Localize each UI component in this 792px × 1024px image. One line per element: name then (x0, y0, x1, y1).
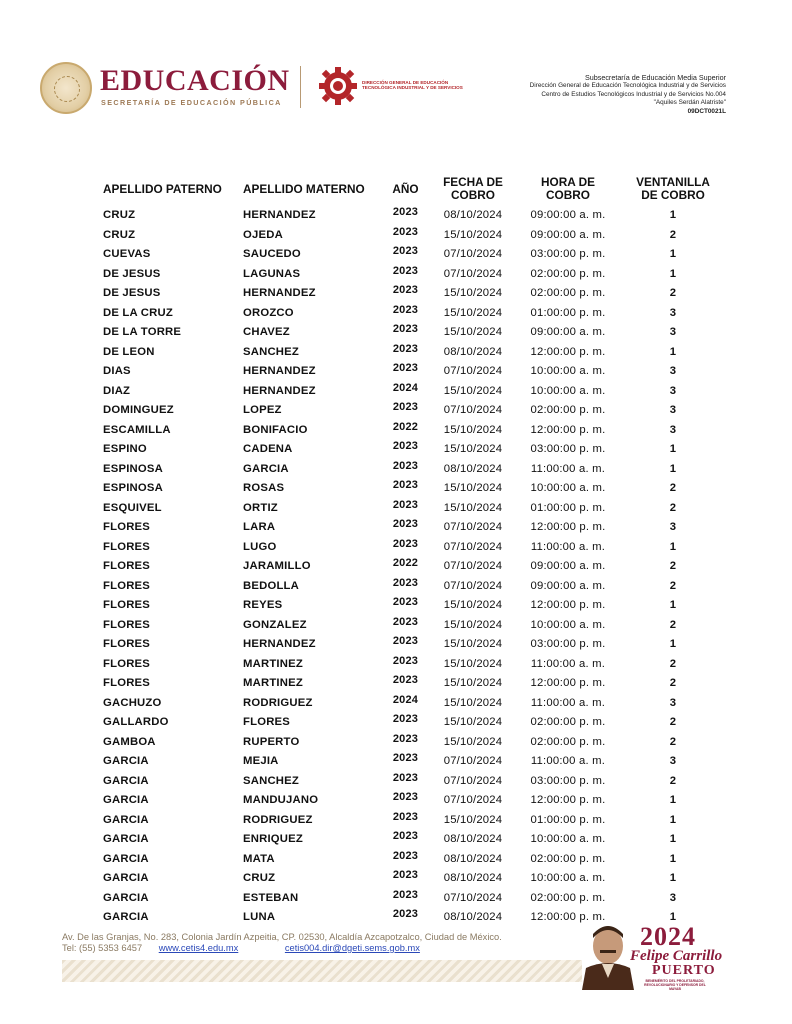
year-logo: 2024 (640, 922, 696, 951)
cell-ventanilla: 2 (669, 657, 677, 670)
institution-block (530, 74, 726, 116)
cell-apellido-materno: CHAVEZ (243, 326, 290, 338)
cell-fecha: 07/10/2024 (443, 267, 503, 280)
cell-anio: 2023 (392, 284, 419, 296)
cell-anio: 2023 (392, 401, 419, 413)
cell-apellido-materno: ROSAS (243, 482, 285, 494)
cell-hora: 02:00:00 p. m. (530, 891, 606, 904)
cell-anio: 2023 (392, 713, 419, 725)
cell-ventanilla: 2 (669, 716, 677, 728)
cell-fecha: 07/10/2024 (443, 794, 503, 806)
cell-hora: 09:00:00 a. m. (530, 209, 606, 221)
cell-ventanilla: 1 (669, 267, 677, 280)
cell-fecha: 15/10/2024 (443, 735, 503, 748)
cell-apellido-materno: GARCIA (243, 462, 289, 475)
cell-apellido-materno: CADENA (243, 443, 293, 455)
cell-apellido-paterno: GARCIA (103, 833, 149, 845)
cell-apellido-paterno: FLORES (103, 560, 151, 572)
cell-apellido-paterno: DE JESUS (103, 287, 161, 299)
cell-ventanilla: 2 (669, 579, 677, 592)
cell-anio: 2023 (392, 635, 419, 647)
cell-apellido-materno: ESTEBAN (243, 891, 299, 904)
cell-ventanilla: 1 (669, 872, 677, 884)
org-line: Subsecretaría de Educación Media Superior (584, 73, 726, 82)
cell-hora: 12:00:00 p. m. (530, 599, 606, 611)
header-line: FECHA DE (443, 175, 503, 189)
cell-hora: 09:00:00 a. m. (530, 560, 606, 572)
cell-fecha: 08/10/2024 (443, 852, 503, 865)
cell-fecha: 08/10/2024 (443, 911, 503, 923)
cell-fecha: 15/10/2024 (443, 228, 503, 241)
cell-apellido-paterno: GARCIA (103, 813, 149, 826)
logo-name: Felipe Carrillo (630, 948, 723, 964)
portrait-illustration-icon (578, 920, 636, 990)
cell-apellido-materno: LOPEZ (243, 404, 282, 416)
cell-fecha: 08/10/2024 (443, 872, 503, 884)
cell-apellido-materno: SANCHEZ (243, 345, 300, 358)
cell-anio: 2023 (392, 908, 419, 920)
cell-hora: 03:00:00 p. m. (530, 638, 606, 650)
cell-hora: 09:00:00 a. m. (530, 326, 606, 338)
cell-apellido-materno: LUNA (243, 911, 276, 923)
cell-apellido-materno: LUGO (243, 540, 277, 553)
cell-anio: 2023 (392, 596, 419, 608)
cell-anio: 2023 (392, 732, 419, 745)
cell-apellido-paterno: CUEVAS (103, 248, 151, 260)
cell-fecha: 07/10/2024 (443, 774, 503, 787)
cell-hora: 02:00:00 p. m. (530, 716, 606, 728)
cell-ventanilla: 2 (669, 677, 677, 689)
cell-fecha: 07/10/2024 (443, 404, 503, 416)
cell-fecha: 15/10/2024 (443, 384, 503, 397)
cell-anio: 2023 (392, 479, 419, 491)
cell-apellido-materno: OJEDA (243, 228, 283, 241)
cell-apellido-materno: RODRIGUEZ (243, 813, 313, 826)
header-apellido-materno: APELLIDO MATERNO (243, 181, 365, 196)
cell-hora: 11:00:00 a. m. (530, 462, 606, 475)
cell-anio: 2023 (392, 576, 419, 589)
cell-ventanilla: 2 (669, 560, 677, 572)
cell-anio: 2023 (392, 674, 419, 686)
cell-apellido-paterno: FLORES (103, 540, 151, 553)
cell-apellido-materno: HERNANDEZ (243, 209, 316, 221)
cell-ventanilla: 1 (669, 911, 677, 923)
cell-ventanilla: 3 (669, 755, 677, 767)
cell-hora: 03:00:00 p. m. (530, 774, 606, 787)
cell-apellido-paterno: FLORES (103, 579, 151, 592)
cell-fecha: 07/10/2024 (443, 755, 503, 767)
cell-fecha: 15/10/2024 (443, 716, 503, 728)
header-apellido-paterno: APELLIDO PATERNO (103, 181, 222, 196)
brand-title: EDUCACIÓN (100, 64, 290, 97)
cell-fecha: 07/10/2024 (443, 365, 503, 377)
cell-fecha: 15/10/2024 (443, 326, 503, 338)
cell-anio: 2023 (392, 245, 419, 257)
cell-apellido-paterno: ESPINOSA (103, 482, 163, 494)
cell-apellido-paterno: FLORES (103, 618, 151, 631)
cell-hora: 02:00:00 p. m. (530, 267, 606, 280)
cell-apellido-paterno: DOMINGUEZ (103, 404, 174, 416)
cell-apellido-materno: HERNANDEZ (243, 638, 316, 650)
logo-place: PUERTO (652, 963, 716, 978)
cell-apellido-materno: MEJIA (243, 755, 279, 767)
cell-apellido-materno: LARA (243, 521, 276, 533)
cell-ventanilla: 1 (669, 462, 677, 475)
header-line: DE COBRO (641, 188, 705, 202)
cell-anio: 2023 (392, 206, 419, 218)
cell-apellido-paterno: GARCIA (103, 911, 149, 923)
cell-anio: 2023 (392, 615, 419, 628)
cell-apellido-paterno: DIAS (103, 365, 131, 377)
cell-anio: 2023 (392, 264, 419, 277)
cell-ventanilla: 1 (669, 833, 677, 845)
cell-anio: 2023 (392, 498, 419, 511)
cell-fecha: 15/10/2024 (443, 638, 503, 650)
cell-apellido-materno: MATA (243, 852, 275, 865)
cell-apellido-paterno: GACHUZO (103, 696, 162, 709)
cell-apellido-paterno: ESPINOSA (103, 462, 163, 475)
org-line: Dirección General de Educación Tecnológica Industrial y de Servicios (529, 82, 726, 90)
decorative-pattern (62, 960, 582, 982)
cell-apellido-materno: JARAMILLO (243, 560, 311, 572)
cell-ventanilla: 1 (669, 813, 677, 826)
cell-apellido-materno: SANCHEZ (243, 774, 300, 787)
cell-hora: 02:00:00 p. m. (530, 287, 606, 299)
cell-apellido-paterno: FLORES (103, 638, 151, 650)
cell-ventanilla: 3 (669, 521, 677, 533)
cell-ventanilla: 3 (669, 891, 677, 904)
cell-fecha: 07/10/2024 (443, 248, 503, 260)
cell-apellido-materno: CRUZ (243, 872, 276, 884)
footer-email-link[interactable]: cetis004.dir@dgeti.sems.gob.mx (284, 943, 420, 953)
cell-anio: 2023 (392, 225, 419, 238)
cell-anio: 2023 (392, 888, 419, 901)
cell-hora: 12:00:00 p. m. (530, 521, 606, 533)
cell-fecha: 15/10/2024 (443, 501, 503, 514)
cell-ventanilla: 1 (669, 852, 677, 865)
footer-website-link[interactable]: www.cetis4.edu.mx (158, 943, 239, 953)
cell-hora: 03:00:00 p. m. (530, 248, 606, 260)
header-line: HORA DE (541, 175, 595, 189)
header-ventanilla (618, 172, 728, 206)
cell-anio: 2023 (392, 654, 419, 667)
cell-fecha: 15/10/2024 (443, 657, 503, 670)
header-fecha-cobro (428, 172, 518, 206)
cell-apellido-materno: SAUCEDO (243, 248, 301, 260)
cell-ventanilla: 1 (669, 794, 677, 806)
cell-fecha: 07/10/2024 (443, 521, 503, 533)
cell-hora: 10:00:00 a. m. (530, 365, 606, 377)
cell-fecha: 15/10/2024 (443, 306, 503, 319)
cell-ventanilla: 1 (669, 638, 677, 650)
cell-ventanilla: 1 (669, 345, 677, 358)
cell-fecha: 08/10/2024 (443, 833, 503, 845)
cell-ventanilla: 2 (669, 482, 677, 494)
cell-ventanilla: 3 (669, 365, 677, 377)
header-line: COBRO (451, 188, 495, 202)
cell-anio: 2023 (392, 771, 419, 784)
dgeti-label: DIRECCIÓN GENERAL DE EDUCACIÓN TECNOLÓGICA INDUSTRIAL Y DE SERVICIOS (362, 80, 463, 91)
cell-ventanilla: 1 (669, 209, 677, 221)
cell-apellido-materno: RUPERTO (243, 735, 300, 748)
cell-hora: 10:00:00 a. m. (530, 384, 606, 397)
cell-apellido-materno: FLORES (243, 716, 291, 728)
cell-fecha: 15/10/2024 (443, 677, 503, 689)
cell-ventanilla: 2 (669, 618, 677, 631)
cell-anio: 2022 (392, 557, 419, 569)
cell-hora: 09:00:00 a. m. (530, 579, 606, 592)
brand-subtitle: SECRETARÍA DE EDUCACIÓN PÚBLICA (101, 98, 282, 107)
cell-hora: 10:00:00 a. m. (530, 833, 606, 845)
cell-ventanilla: 3 (669, 326, 677, 338)
header-divider (300, 66, 301, 108)
cell-ventanilla: 2 (669, 501, 677, 514)
cell-anio: 2023 (392, 518, 419, 530)
cell-apellido-paterno: DIAZ (103, 384, 131, 397)
cell-hora: 12:00:00 p. m. (530, 794, 606, 806)
header-anio: AÑO (392, 181, 419, 196)
cell-fecha: 15/10/2024 (443, 599, 503, 611)
cell-hora: 11:00:00 a. m. (530, 755, 606, 767)
cell-apellido-paterno: GARCIA (103, 774, 149, 787)
payment-schedule (98, 172, 728, 928)
cell-apellido-paterno: DE LA CRUZ (103, 306, 173, 319)
cell-apellido-materno: LAGUNAS (243, 267, 301, 280)
cell-apellido-paterno: FLORES (103, 599, 151, 611)
cell-anio: 2023 (392, 810, 419, 823)
cell-hora: 12:00:00 p. m. (530, 345, 606, 358)
cell-ventanilla: 1 (669, 599, 677, 611)
cell-fecha: 08/10/2024 (443, 209, 503, 221)
cell-apellido-paterno: GAMBOA (103, 735, 156, 748)
schedule-table (98, 172, 728, 928)
cell-anio: 2023 (392, 459, 419, 472)
cell-anio: 2023 (392, 752, 419, 764)
cell-apellido-paterno: CRUZ (103, 209, 136, 221)
org-line: Centro de Estudios Tecnológicos Industrial y de Servicios No.004 (541, 90, 726, 98)
cell-apellido-materno: MANDUJANO (243, 794, 319, 806)
cell-anio: 2023 (392, 362, 419, 374)
cell-ventanilla: 3 (669, 696, 677, 709)
cell-hora: 10:00:00 a. m. (530, 482, 606, 494)
cell-hora: 11:00:00 a. m. (530, 696, 606, 709)
cell-apellido-paterno: GARCIA (103, 891, 149, 904)
cell-hora: 10:00:00 a. m. (530, 872, 606, 884)
footer-address: Av. De las Granjas, No. 283, Colonia Jardín Azpeitia, CP. 02530, Alcaldía Azcapotzalco, Ciudad de México. (62, 932, 502, 942)
cell-hora: 12:00:00 p. m. (530, 677, 606, 689)
cell-apellido-paterno: ESPINO (103, 443, 147, 455)
cell-fecha: 15/10/2024 (443, 813, 503, 826)
org-line: "Aquiles Serdán Alatriste" (653, 99, 726, 107)
cell-apellido-paterno: DE LA TORRE (103, 326, 182, 338)
header-line: COBRO (546, 188, 590, 202)
national-seal-icon (40, 62, 92, 114)
cell-apellido-paterno: FLORES (103, 677, 151, 689)
cell-apellido-paterno: GARCIA (103, 755, 149, 767)
cell-hora: 12:00:00 p. m. (530, 423, 606, 436)
cell-ventanilla: 3 (669, 423, 677, 436)
cell-hora: 09:00:00 a. m. (530, 228, 606, 241)
cell-apellido-materno: HERNANDEZ (243, 365, 316, 377)
footer-phone: Tel: (55) 5353 6457 (62, 943, 143, 953)
cell-ventanilla: 2 (669, 735, 677, 748)
cell-ventanilla: 1 (669, 248, 677, 260)
cell-apellido-paterno: GARCIA (103, 794, 149, 806)
cell-hora: 11:00:00 a. m. (530, 540, 606, 553)
cell-anio: 2023 (392, 303, 419, 316)
cell-apellido-paterno: CRUZ (103, 228, 136, 241)
cell-fecha: 08/10/2024 (443, 462, 503, 475)
cell-apellido-paterno: DE LEON (103, 345, 155, 358)
cell-fecha: 07/10/2024 (443, 560, 503, 572)
cell-ventanilla: 3 (669, 306, 677, 319)
document-header (0, 0, 792, 130)
table-header-row (98, 172, 728, 206)
cell-apellido-materno: GONZALEZ (243, 618, 307, 631)
cell-ventanilla: 1 (669, 540, 677, 553)
cell-hora: 02:00:00 p. m. (530, 404, 606, 416)
cell-apellido-materno: REYES (243, 599, 283, 611)
cell-apellido-paterno: ESCAMILLA (103, 423, 171, 436)
footer-contact (62, 943, 420, 953)
table-body (98, 206, 728, 928)
cell-apellido-materno: BEDOLLA (243, 579, 299, 592)
cell-apellido-paterno: DE JESUS (103, 267, 161, 280)
cell-hora: 11:00:00 a. m. (530, 657, 606, 670)
cell-anio: 2023 (392, 323, 419, 335)
cell-ventanilla: 1 (669, 443, 677, 455)
cell-apellido-materno: MARTINEZ (243, 677, 303, 689)
cell-fecha: 15/10/2024 (443, 423, 503, 436)
dgeti-gear-logo-icon (318, 66, 358, 106)
cell-hora: 02:00:00 p. m. (530, 735, 606, 748)
cell-anio: 2023 (392, 537, 419, 550)
header-hora-cobro (518, 172, 618, 206)
cell-apellido-materno: RODRIGUEZ (243, 696, 313, 709)
cell-fecha: 08/10/2024 (443, 345, 503, 358)
cell-apellido-materno: ORTIZ (243, 501, 278, 514)
cell-ventanilla: 2 (669, 287, 677, 299)
cell-anio: 2024 (392, 381, 419, 394)
cell-apellido-paterno: FLORES (103, 657, 151, 670)
cell-anio: 2023 (392, 849, 419, 862)
cell-anio: 2023 (392, 440, 419, 452)
cell-hora: 10:00:00 a. m. (530, 618, 606, 631)
cell-apellido-paterno: FLORES (103, 521, 151, 533)
cell-apellido-materno: MARTINEZ (243, 657, 303, 670)
cell-fecha: 15/10/2024 (443, 696, 503, 709)
cell-hora: 01:00:00 p. m. (530, 306, 606, 319)
cell-fecha: 15/10/2024 (443, 287, 503, 299)
cell-anio: 2023 (392, 791, 419, 803)
cell-apellido-paterno: GALLARDO (103, 716, 169, 728)
cell-hora: 01:00:00 p. m. (530, 813, 606, 826)
cell-fecha: 15/10/2024 (443, 443, 503, 455)
cell-ventanilla: 2 (669, 228, 677, 241)
cell-apellido-paterno: GARCIA (103, 852, 149, 865)
cell-hora: 02:00:00 p. m. (530, 852, 606, 865)
cell-hora: 01:00:00 p. m. (530, 501, 606, 514)
cell-fecha: 07/10/2024 (443, 891, 503, 904)
cell-anio: 2022 (392, 420, 419, 433)
cell-apellido-materno: BONIFACIO (243, 423, 308, 436)
cell-ventanilla: 3 (669, 404, 677, 416)
header-line: VENTANILLA (636, 175, 710, 189)
cell-anio: 2023 (392, 342, 419, 355)
cell-apellido-materno: HERNANDEZ (243, 384, 316, 397)
org-line: 09DCT0021L (687, 107, 726, 115)
cell-apellido-paterno: GARCIA (103, 872, 149, 884)
cell-fecha: 15/10/2024 (443, 618, 503, 631)
cell-anio: 2024 (392, 693, 419, 706)
cell-ventanilla: 3 (669, 384, 677, 397)
cell-anio: 2023 (392, 869, 419, 881)
cell-fecha: 15/10/2024 (443, 482, 503, 494)
cell-fecha: 07/10/2024 (443, 540, 503, 553)
cell-apellido-materno: HERNANDEZ (243, 287, 316, 299)
cell-apellido-materno: ENRIQUEZ (243, 833, 303, 845)
cell-anio: 2023 (392, 830, 419, 842)
cell-hora: 12:00:00 p. m. (530, 911, 606, 923)
cell-fecha: 07/10/2024 (443, 579, 503, 592)
cell-hora: 03:00:00 p. m. (530, 443, 606, 455)
cell-ventanilla: 2 (669, 774, 677, 787)
cell-apellido-materno: OROZCO (243, 306, 294, 319)
logo-caption: BENEMÉRITO DEL PROLETARIADO, REVOLUCIONARIO Y DEFENSOR DEL MAYAB (644, 979, 706, 991)
cell-apellido-paterno: ESQUIVEL (103, 501, 162, 514)
